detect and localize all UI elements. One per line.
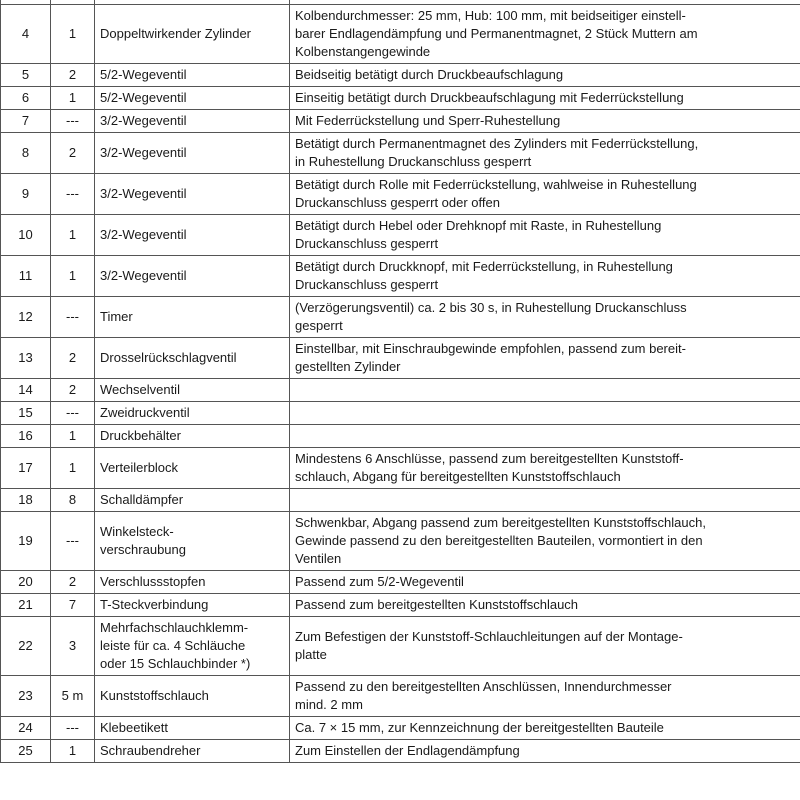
table-row [1,402,800,425]
quantity-cell: 2 [51,338,95,379]
table-row [1,379,800,402]
table-row [1,425,800,448]
table-row [1,5,800,64]
part-name-cell: Verteilerblock [95,448,290,489]
quantity-cell: 1 [51,256,95,297]
table-row [1,297,800,338]
part-name-cell: 5/2-Wegeventil [95,87,290,110]
part-name-cell: 3/2-Wegeventil [95,215,290,256]
part-name-cell: Timer [95,297,290,338]
part-description-cell: Zum Befestigen der Kunststoff-Schlauchleitungen auf der Montage- platte [290,617,800,676]
part-name-cell: Winkelsteck- verschraubung [95,512,290,571]
item-number-cell: 15 [1,402,51,425]
quantity-cell: 2 [51,379,95,402]
quantity-cell: 1 [51,5,95,64]
table-row [1,676,800,717]
item-number-cell: 14 [1,379,51,402]
part-description-cell: Kolbendurchmesser: 25 mm, Hub: 100 mm, mit beidseitiger einstell- barer Endlagendämpfung und Permanentmagnet, 2 Stück Muttern am Kolbenstangengewinde [290,5,800,64]
quantity-cell: 3 [51,617,95,676]
quantity-cell: 2 [51,64,95,87]
part-description-cell: Schwenkbar, Abgang passend zum bereitgestellten Kunststoffschlauch, Gewinde passend zu den bereitgestellten Bauteilen, vormontiert in den Ventilen [290,512,800,571]
item-number-cell: 24 [1,717,51,740]
item-number-cell: 5 [1,64,51,87]
quantity-cell: --- [51,717,95,740]
item-number-cell: 11 [1,256,51,297]
table-row [1,87,800,110]
table-row [1,174,800,215]
item-number-cell: 7 [1,110,51,133]
part-description-cell: Betätigt durch Hebel oder Drehknopf mit Raste, in Ruhestellung Druckanschluss gesperrt [290,215,800,256]
table-row [1,338,800,379]
item-number-cell: 21 [1,594,51,617]
quantity-cell: --- [51,402,95,425]
item-number-cell: 10 [1,215,51,256]
part-description-cell: Passend zum 5/2-Wegeventil [290,571,800,594]
quantity-cell: --- [51,110,95,133]
quantity-cell: 2 [51,133,95,174]
part-name-cell: Druckbehälter [95,425,290,448]
part-name-cell: 3/2-Wegeventil [95,133,290,174]
item-number-cell: 4 [1,5,51,64]
quantity-cell: 1 [51,215,95,256]
quantity-cell: 1 [51,87,95,110]
item-number-cell: 25 [1,740,51,763]
part-description-cell: Beidseitig betätigt durch Druckbeaufschlagung [290,64,800,87]
part-description-cell: Mit Federrückstellung und Sperr-Ruhestellung [290,110,800,133]
part-description-cell: Passend zum bereitgestellten Kunststoffschlauch [290,594,800,617]
part-description-cell: Ca. 7 × 15 mm, zur Kennzeichnung der bereitgestellten Bauteile [290,717,800,740]
part-description-cell: Einstellbar, mit Einschraubgewinde empfohlen, passend zum bereit- gestellten Zylinder [290,338,800,379]
quantity-cell: --- [51,512,95,571]
item-number-cell: 20 [1,571,51,594]
item-number-cell: 16 [1,425,51,448]
item-number-cell: 12 [1,297,51,338]
item-number-cell: 17 [1,448,51,489]
item-number-cell: 18 [1,489,51,512]
table-row [1,717,800,740]
part-name-cell: 3/2-Wegeventil [95,110,290,133]
part-description-cell: Einseitig betätigt durch Druckbeaufschlagung mit Federrückstellung [290,87,800,110]
table-row [1,740,800,763]
item-number-cell: 9 [1,174,51,215]
part-name-cell: Klebeetikett [95,717,290,740]
quantity-cell: 7 [51,594,95,617]
part-name-cell: Kunststoffschlauch [95,676,290,717]
quantity-cell: 2 [51,571,95,594]
part-description-cell: Mindestens 6 Anschlüsse, passend zum bereitgestellten Kunststoff- schlauch, Abgang für bereitgestellten Kunststoffschlauch [290,448,800,489]
part-description-cell: Betätigt durch Rolle mit Federrückstellung, wahlweise in Ruhestellung Druckanschluss gesperrt oder offen [290,174,800,215]
item-number-cell: 22 [1,617,51,676]
part-description-cell [290,402,800,425]
table-row [1,594,800,617]
quantity-cell: --- [51,174,95,215]
quantity-cell: 5 m [51,676,95,717]
quantity-cell: 1 [51,448,95,489]
part-description-cell: Betätigt durch Permanentmagnet des Zylinders mit Federrückstellung, in Ruhestellung Druckanschluss gesperrt [290,133,800,174]
part-description-cell: (Verzögerungsventil) ca. 2 bis 30 s, in Ruhestellung Druckanschluss gesperrt [290,297,800,338]
part-name-cell: Mehrfachschlauchklemm- leiste für ca. 4 Schläuche oder 15 Schlauchbinder *) [95,617,290,676]
table-row [1,256,800,297]
item-number-cell: 8 [1,133,51,174]
part-name-cell: Verschlussstopfen [95,571,290,594]
parts-table-body [1,0,800,763]
quantity-cell: 1 [51,740,95,763]
quantity-cell: 8 [51,489,95,512]
part-name-cell: Zweidruckventil [95,402,290,425]
part-description-cell [290,489,800,512]
part-name-cell: Schalldämpfer [95,489,290,512]
table-row [1,571,800,594]
part-name-cell: 3/2-Wegeventil [95,174,290,215]
part-name-cell: Wechselventil [95,379,290,402]
part-name-cell: 5/2-Wegeventil [95,64,290,87]
table-row [1,110,800,133]
item-number-cell: 23 [1,676,51,717]
quantity-cell: 1 [51,425,95,448]
part-description-cell: Passend zu den bereitgestellten Anschlüssen, Innendurchmesser mind. 2 mm [290,676,800,717]
part-name-cell: Schraubendreher [95,740,290,763]
part-description-cell: Betätigt durch Druckknopf, mit Federrückstellung, in Ruhestellung Druckanschluss gesperrt [290,256,800,297]
item-number-cell: 13 [1,338,51,379]
part-description-cell [290,425,800,448]
item-number-cell: 19 [1,512,51,571]
part-name-cell: T-Steckverbindung [95,594,290,617]
item-number-cell: 6 [1,87,51,110]
table-row [1,133,800,174]
part-name-cell: Drosselrückschlagventil [95,338,290,379]
table-row [1,64,800,87]
table-row [1,617,800,676]
part-name-cell: Doppeltwirkender Zylinder [95,5,290,64]
part-description-cell: Zum Einstellen der Endlagendämpfung [290,740,800,763]
quantity-cell: --- [51,297,95,338]
table-row [1,489,800,512]
part-name-cell: 3/2-Wegeventil [95,256,290,297]
table-row [1,448,800,489]
table-row [1,215,800,256]
part-description-cell [290,379,800,402]
table-row [1,512,800,571]
